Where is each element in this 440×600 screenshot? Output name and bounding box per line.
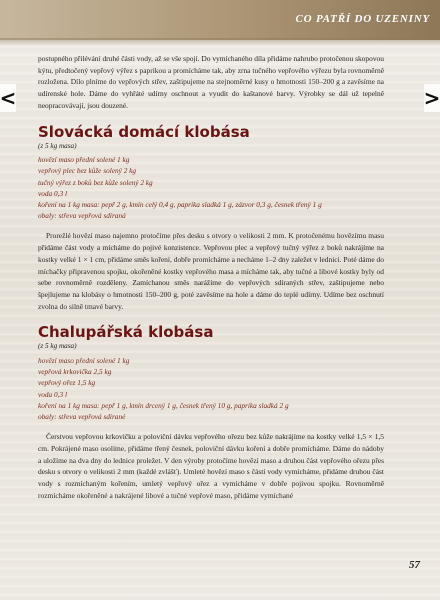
ingredient-item: koření na 1 kg masa: pepř 2 g, kmín celý 0,4 g, paprika sladká 1 g, zázvor 0,3 g, česnek třený 1 g: [38, 200, 322, 210]
ingredient-item: vepřový plec bez kůže solený 2 kg: [38, 166, 137, 176]
ingredient-list: [38, 154, 384, 221]
recipe-amount: (z 5 kg masa): [38, 342, 77, 351]
recipe-amount: (z 5 kg masa): [38, 141, 77, 150]
ingredient-item: vepřový ořez 1,5 kg: [38, 378, 96, 388]
recipe-title: Chalupářská klobása: [38, 323, 214, 342]
ingredient-item: voda 0,3 l: [38, 188, 67, 198]
recipe-method: Prorežlé hovězí maso najemno protočíme přes desku s otvory o velikosti 2 mm. K protočenému hovězímu masu přidáme část vody a mícháme do pojivé konzistence. Vepřovou plec a vepřový tučný výřez z boků nakrájíme na kostky velké 1 × 1 cm, přidáme směs koření, dobře promícháme a necháme 1–2 dny zaležet v lednici. Poté dáme do míchačky připravenou spojku, okořeněné kostky vepřového masa a mícháme tak, aby tučné a libové kostky byly od sebe rovnoměrně rozděleny. Zamíchanou směs narážíme do vepřových sdíraných střev, zaštipujeme nebo špejlujeme na klobásy o hmotnosti 150–200 g, poté zavěsíme na hole a dáme do teplé udírny. Udíme bez oschnutí zvolna do silně tmavé barvy.: [38, 231, 384, 311]
ingredient-item: voda 0,3 l: [38, 389, 67, 399]
page-content: [38, 53, 384, 502]
ingredient-item: obaly: střeva vepřová sdíraná: [38, 211, 126, 221]
header-band: [0, 0, 440, 40]
ingredient-item: hovězí maso přední solené 1 kg: [38, 155, 130, 165]
recipe-method: Čerstvou vepřovou krkovičku a poloviční dávku vepřového ořezu bez kůže nakrájíme na kostky velké 1,5 × 1,5 cm. Pokrájené maso osolíme, přidáme třený česnek, poloviční dávku koření a dobře promícháme. Dáme do nádoby a uložíme na dva dny do lednice proležet. V den výroby protočíme hovězí maso a druhou část vepřového ořezu přes desku s otvory o velikosti 2 mm (každé zvlášť). Umleté hovězí maso s částí vody vymícháme, přidáme druhou část vody s rozmíchaným kořením, umletý vepřový ořez a vymícháme v dobře pojivou spojku. Rovnoměrně rozmícháme okořeněné a nakrájené libové a tučné vepřové maso, přidáme vymíchané: [38, 432, 384, 500]
ingredient-item: hovězí maso přední solené 1 kg: [38, 356, 130, 366]
recipe-title: Slovácká domácí klobása: [38, 122, 250, 141]
ingredient-list: [38, 355, 384, 422]
page-number: 57: [409, 559, 420, 571]
chevron-right-icon: >: [423, 86, 440, 110]
ingredient-item: vepřová krkovička 2,5 kg: [38, 367, 112, 377]
section-title: CO PATŘÍ DO UZENINY: [295, 13, 430, 25]
next-page-button[interactable]: [424, 84, 440, 112]
chevron-left-icon: <: [0, 86, 17, 110]
ingredient-item: koření na 1 kg masa: pepř 1 g, kmín drcený 1 g, česnek třený 10 g, paprika sladká 2 g: [38, 400, 289, 410]
previous-page-button[interactable]: [0, 84, 16, 112]
ingredient-item: obaly: střeva vepřová sdírané: [38, 412, 126, 422]
intro-paragraph: postupného přilévání druhé části vody, až se vše spojí. Do vymíchaného díla přidáme nahrubo protočenou skopovou kýtu, předtočený vepřový výřez s paprikou a promícháme tak, aby zrna tučného vepřového výřezu byla rovnoměrně rozložena. Dílo plníme do vepřových střev, zaštipujeme na stejnoměrné kusy o hmotnosti 150–200 g a zavěsíme na udírenské hole. Dáme do vyhřáté udírny oschnout a vyudit do kaštanové barvy. Výrobky se dál už tepelně neopracovávají, jsou douzené.: [38, 54, 384, 110]
ingredient-item: tučný výřez z boků bez kůže solený 2 kg: [38, 177, 153, 187]
